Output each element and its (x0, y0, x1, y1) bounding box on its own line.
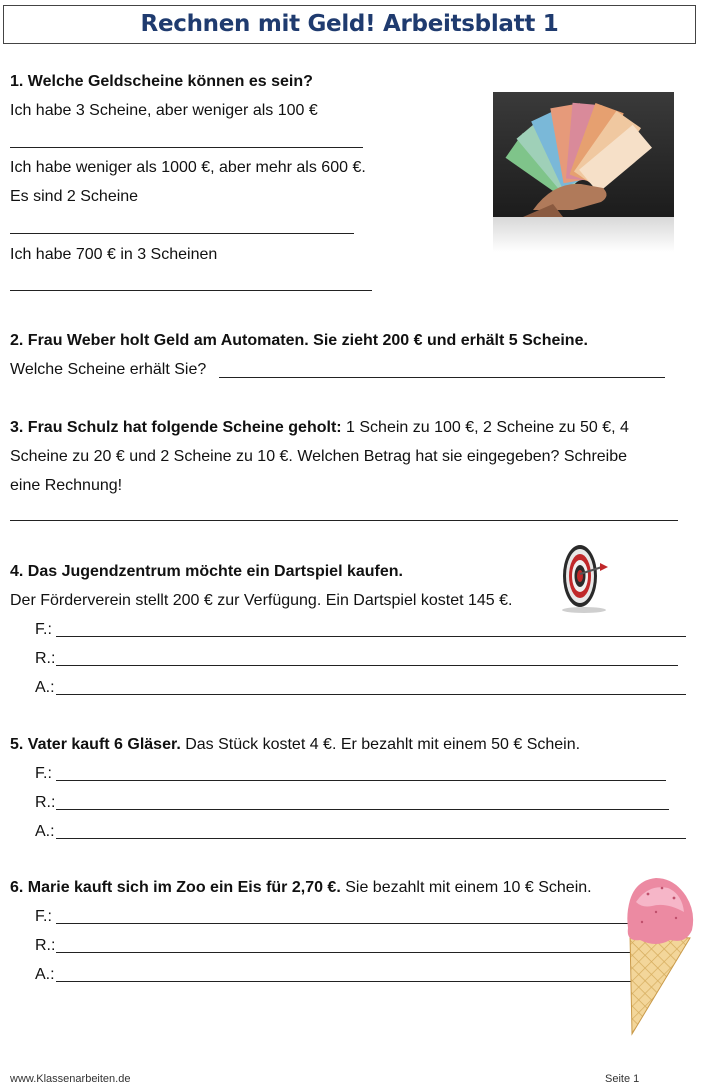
q4-label-r: R.: (35, 650, 56, 667)
q3-answer-line (10, 520, 678, 521)
q1-answer-line-a (10, 147, 363, 148)
q6-rest: Sie bezahlt mit einem 10 € Schein. (340, 879, 592, 896)
ice-cream-cone-image (626, 872, 696, 1037)
q5-line-r (56, 809, 669, 810)
q1-text-b1: Ich habe weniger als 1000 €, aber mehr als 600 €. (10, 159, 366, 176)
q5-line (10, 735, 580, 755)
footer-source: www.Klassenarbeiten.de (10, 1073, 131, 1085)
page-title: Rechnen mit Geld! Arbeitsblatt 1 (140, 11, 559, 37)
q3-line3: eine Rechnung! (10, 477, 123, 494)
q6-heading: 6. Marie kauft sich im Zoo ein Eis für 2,70 €. (10, 879, 341, 896)
q3-line1-rest: 1 Schein zu 100 €, 2 Scheine zu 50 €, 4 (341, 419, 629, 436)
dartboard-image (558, 543, 618, 615)
q6-line-f (56, 923, 634, 924)
q4-heading: 4. Das Jugendzentrum möchte ein Dartspiel kaufen. (10, 563, 403, 580)
q3-heading: 3. Frau Schulz hat folgende Scheine geholt: (10, 419, 342, 436)
q4-line-r (56, 665, 678, 666)
q5-heading: 5. Vater kauft 6 Gläser. (10, 736, 181, 753)
q3-line1 (10, 418, 629, 438)
q4-line-f (56, 636, 686, 637)
q4-line-a (56, 694, 686, 695)
q5-label-a: A.: (35, 823, 55, 840)
q1-answer-line-b (10, 233, 354, 234)
q1-answer-line-c (10, 290, 372, 291)
q6-label-a: A.: (35, 966, 55, 983)
q6-line-r (56, 952, 634, 953)
q6-line-a (56, 981, 634, 982)
q6-label-f: F.: (35, 908, 52, 925)
q2-heading: 2. Frau Weber holt Geld am Automaten. Sie zieht 200 € und erhält 5 Scheine. (10, 332, 588, 349)
q5-line-f (56, 780, 666, 781)
title-box (3, 5, 696, 44)
q6-label-r: R.: (35, 937, 56, 954)
q2-answer-line (219, 377, 665, 378)
q6-line (10, 878, 592, 898)
q4-label-f: F.: (35, 621, 52, 638)
q5-label-f: F.: (35, 765, 52, 782)
q5-line-a (56, 838, 686, 839)
q1-text-c: Ich habe 700 € in 3 Scheinen (10, 246, 218, 263)
euro-banknotes-image (493, 92, 674, 252)
q5-rest: Das Stück kostet 4 €. Er bezahlt mit einem 50 € Schein. (180, 736, 581, 753)
q3-line2: Scheine zu 20 € und 2 Scheine zu 10 €. Welchen Betrag hat sie eingegeben? Schreibe (10, 448, 628, 465)
q1-text-a: Ich habe 3 Scheine, aber weniger als 100 € (10, 102, 318, 119)
q1-text-b2: Es sind 2 Scheine (10, 188, 139, 205)
q2-question: Welche Scheine erhält Sie? (10, 361, 207, 378)
q5-label-r: R.: (35, 794, 56, 811)
q1-heading: 1. Welche Geldscheine können es sein? (10, 73, 313, 90)
footer-page-number: Seite 1 (605, 1073, 640, 1085)
q4-text: Der Förderverein stellt 200 € zur Verfügung. Ein Dartspiel kostet 145 €. (10, 592, 513, 609)
q4-label-a: A.: (35, 679, 55, 696)
